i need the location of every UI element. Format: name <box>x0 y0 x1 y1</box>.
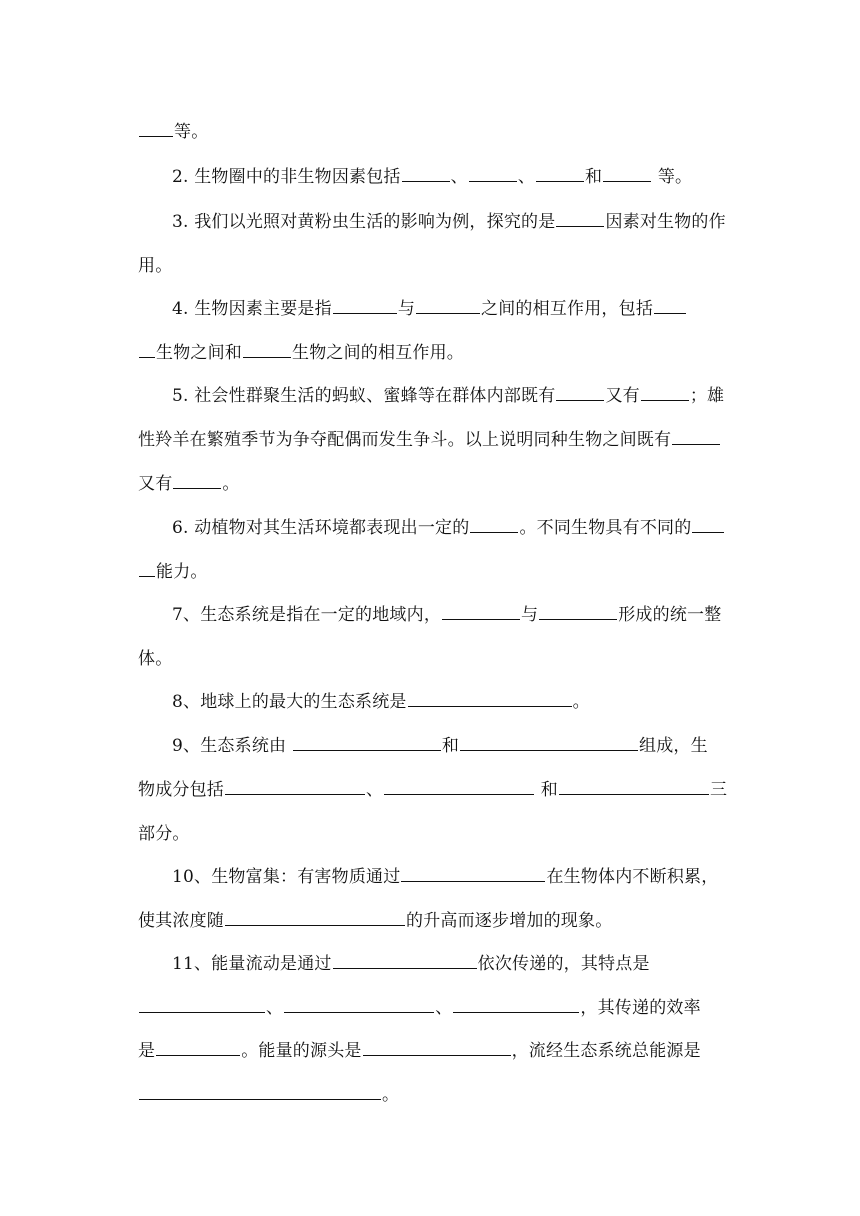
text-line <box>172 166 692 188</box>
line-text: 、 <box>435 998 453 1018</box>
line-text: ，其传递的效率 <box>580 998 701 1018</box>
answer-blank <box>293 735 441 751</box>
answer-blank <box>284 997 434 1013</box>
line-text: 、 <box>450 167 468 187</box>
line-text: 与 <box>397 299 416 319</box>
line-text: 10、生物富集：有害物质通过 <box>172 867 401 887</box>
answer-blank <box>401 866 545 882</box>
line-text: 11、能量流动是通过 <box>172 954 332 974</box>
line-text: 部分。 <box>138 824 190 844</box>
answer-blank <box>139 121 173 137</box>
answer-blank <box>692 517 724 533</box>
line-text: 形成的统一整 <box>618 605 722 625</box>
answer-blank <box>536 166 584 182</box>
answer-blank <box>243 342 291 358</box>
line-text: 在生物体内不断积累， <box>546 867 719 887</box>
line-text: 、 <box>266 998 284 1018</box>
line-text: 6. 动植物对其生活环境都表现出一定的 <box>172 518 470 538</box>
line-text: 等。 <box>174 122 209 142</box>
answer-blank <box>139 1084 381 1100</box>
answer-blank <box>556 385 604 401</box>
line-text: 使其浓度随 <box>138 911 224 931</box>
answer-blank <box>559 779 709 795</box>
text-line <box>138 255 172 277</box>
answer-blank <box>453 997 579 1013</box>
answer-blank <box>470 517 518 533</box>
text-line <box>172 866 718 888</box>
line-text: 依次传递的，其特点是 <box>477 954 650 974</box>
line-text: 8、地球上的最大的生态系统是 <box>172 692 407 712</box>
answer-blank <box>333 298 397 314</box>
answer-blank <box>173 473 221 489</box>
line-text: 。不同生物具有不同的 <box>519 518 692 538</box>
answer-blank <box>603 166 651 182</box>
line-text: 。 <box>222 474 240 494</box>
line-text: 等。 <box>652 167 693 187</box>
answer-blank <box>139 342 155 358</box>
line-text: 物成分包括 <box>138 780 224 800</box>
answer-blank <box>408 691 572 707</box>
answer-blank <box>156 1040 240 1056</box>
line-text: 生物之间的相互作用。 <box>292 343 464 363</box>
line-text: ；雄 <box>689 386 725 406</box>
answer-blank <box>641 385 689 401</box>
line-text: 。 <box>382 1085 400 1105</box>
line-text: 5. 社会性群聚生活的蚂蚁、蜜蜂等在群体内部既有 <box>172 386 556 406</box>
line-text: 9、生态系统由 <box>172 736 292 756</box>
line-text: ，流经生态系统总能源是 <box>511 1041 701 1061</box>
line-text: 、 <box>366 780 384 800</box>
answer-blank <box>416 298 480 314</box>
line-text: 。 <box>572 692 590 712</box>
answer-blank <box>139 997 265 1013</box>
answer-blank <box>139 561 155 577</box>
line-text: 和 <box>585 167 603 187</box>
text-line <box>138 779 727 801</box>
answer-blank <box>225 779 365 795</box>
answer-blank <box>384 779 534 795</box>
text-line <box>138 561 208 583</box>
text-line <box>172 385 724 407</box>
text-line <box>138 997 701 1019</box>
answer-blank <box>460 735 638 751</box>
text-line <box>172 604 721 626</box>
text-line <box>138 910 612 932</box>
text-line <box>138 429 721 451</box>
line-text: 和 <box>535 780 559 800</box>
text-line <box>172 211 726 233</box>
answer-blank <box>363 1040 511 1056</box>
line-text: 能力。 <box>156 562 208 582</box>
line-text: 生物之间和 <box>156 343 242 363</box>
text-line <box>172 735 708 757</box>
text-line <box>138 823 190 845</box>
answer-blank <box>556 211 604 227</box>
line-text: 与 <box>521 605 539 625</box>
line-text: 。能量的源头是 <box>241 1041 362 1061</box>
answer-blank <box>402 166 450 182</box>
line-text: 的升高而逐步增加的现象。 <box>406 911 613 931</box>
text-line <box>138 473 240 495</box>
line-text: 和 <box>441 736 460 756</box>
line-text: 又有 <box>605 386 640 406</box>
text-line <box>172 517 725 539</box>
line-text: 组成，生 <box>639 736 708 756</box>
line-text: 、 <box>517 167 536 187</box>
line-text: 7、生态系统是指在一定的地域内， <box>172 605 442 625</box>
line-text: 2. 生物圈中的非生物因素包括 <box>172 167 401 187</box>
text-line <box>138 342 464 364</box>
text-line <box>138 121 208 143</box>
answer-blank <box>672 429 720 445</box>
answer-blank <box>333 953 477 969</box>
line-text: 体。 <box>138 649 173 669</box>
line-text: 又有 <box>138 474 173 494</box>
line-text: 性羚羊在繁殖季节为争夺配偶而发生争斗。以上说明同种生物之间既有 <box>138 430 672 450</box>
line-text: 4. 生物因素主要是指 <box>172 299 332 319</box>
text-line <box>138 1040 701 1062</box>
text-line <box>138 648 172 670</box>
line-text: 是 <box>138 1041 156 1061</box>
text-line <box>138 1084 399 1106</box>
line-text: 之间的相互作用，包括 <box>481 299 654 319</box>
line-text: 用。 <box>138 256 173 276</box>
answer-blank <box>654 298 686 314</box>
line-text: 3. 我们以光照对黄粉虫生活的影响为例，探究的是 <box>172 212 556 232</box>
text-line <box>172 298 687 320</box>
text-line <box>172 953 650 975</box>
answer-blank <box>469 166 517 182</box>
text-line <box>172 691 590 713</box>
answer-blank <box>539 604 617 620</box>
line-text: 三 <box>710 780 728 800</box>
line-text: 因素对生物的作 <box>605 212 726 232</box>
answer-blank <box>225 910 405 926</box>
answer-blank <box>442 604 520 620</box>
